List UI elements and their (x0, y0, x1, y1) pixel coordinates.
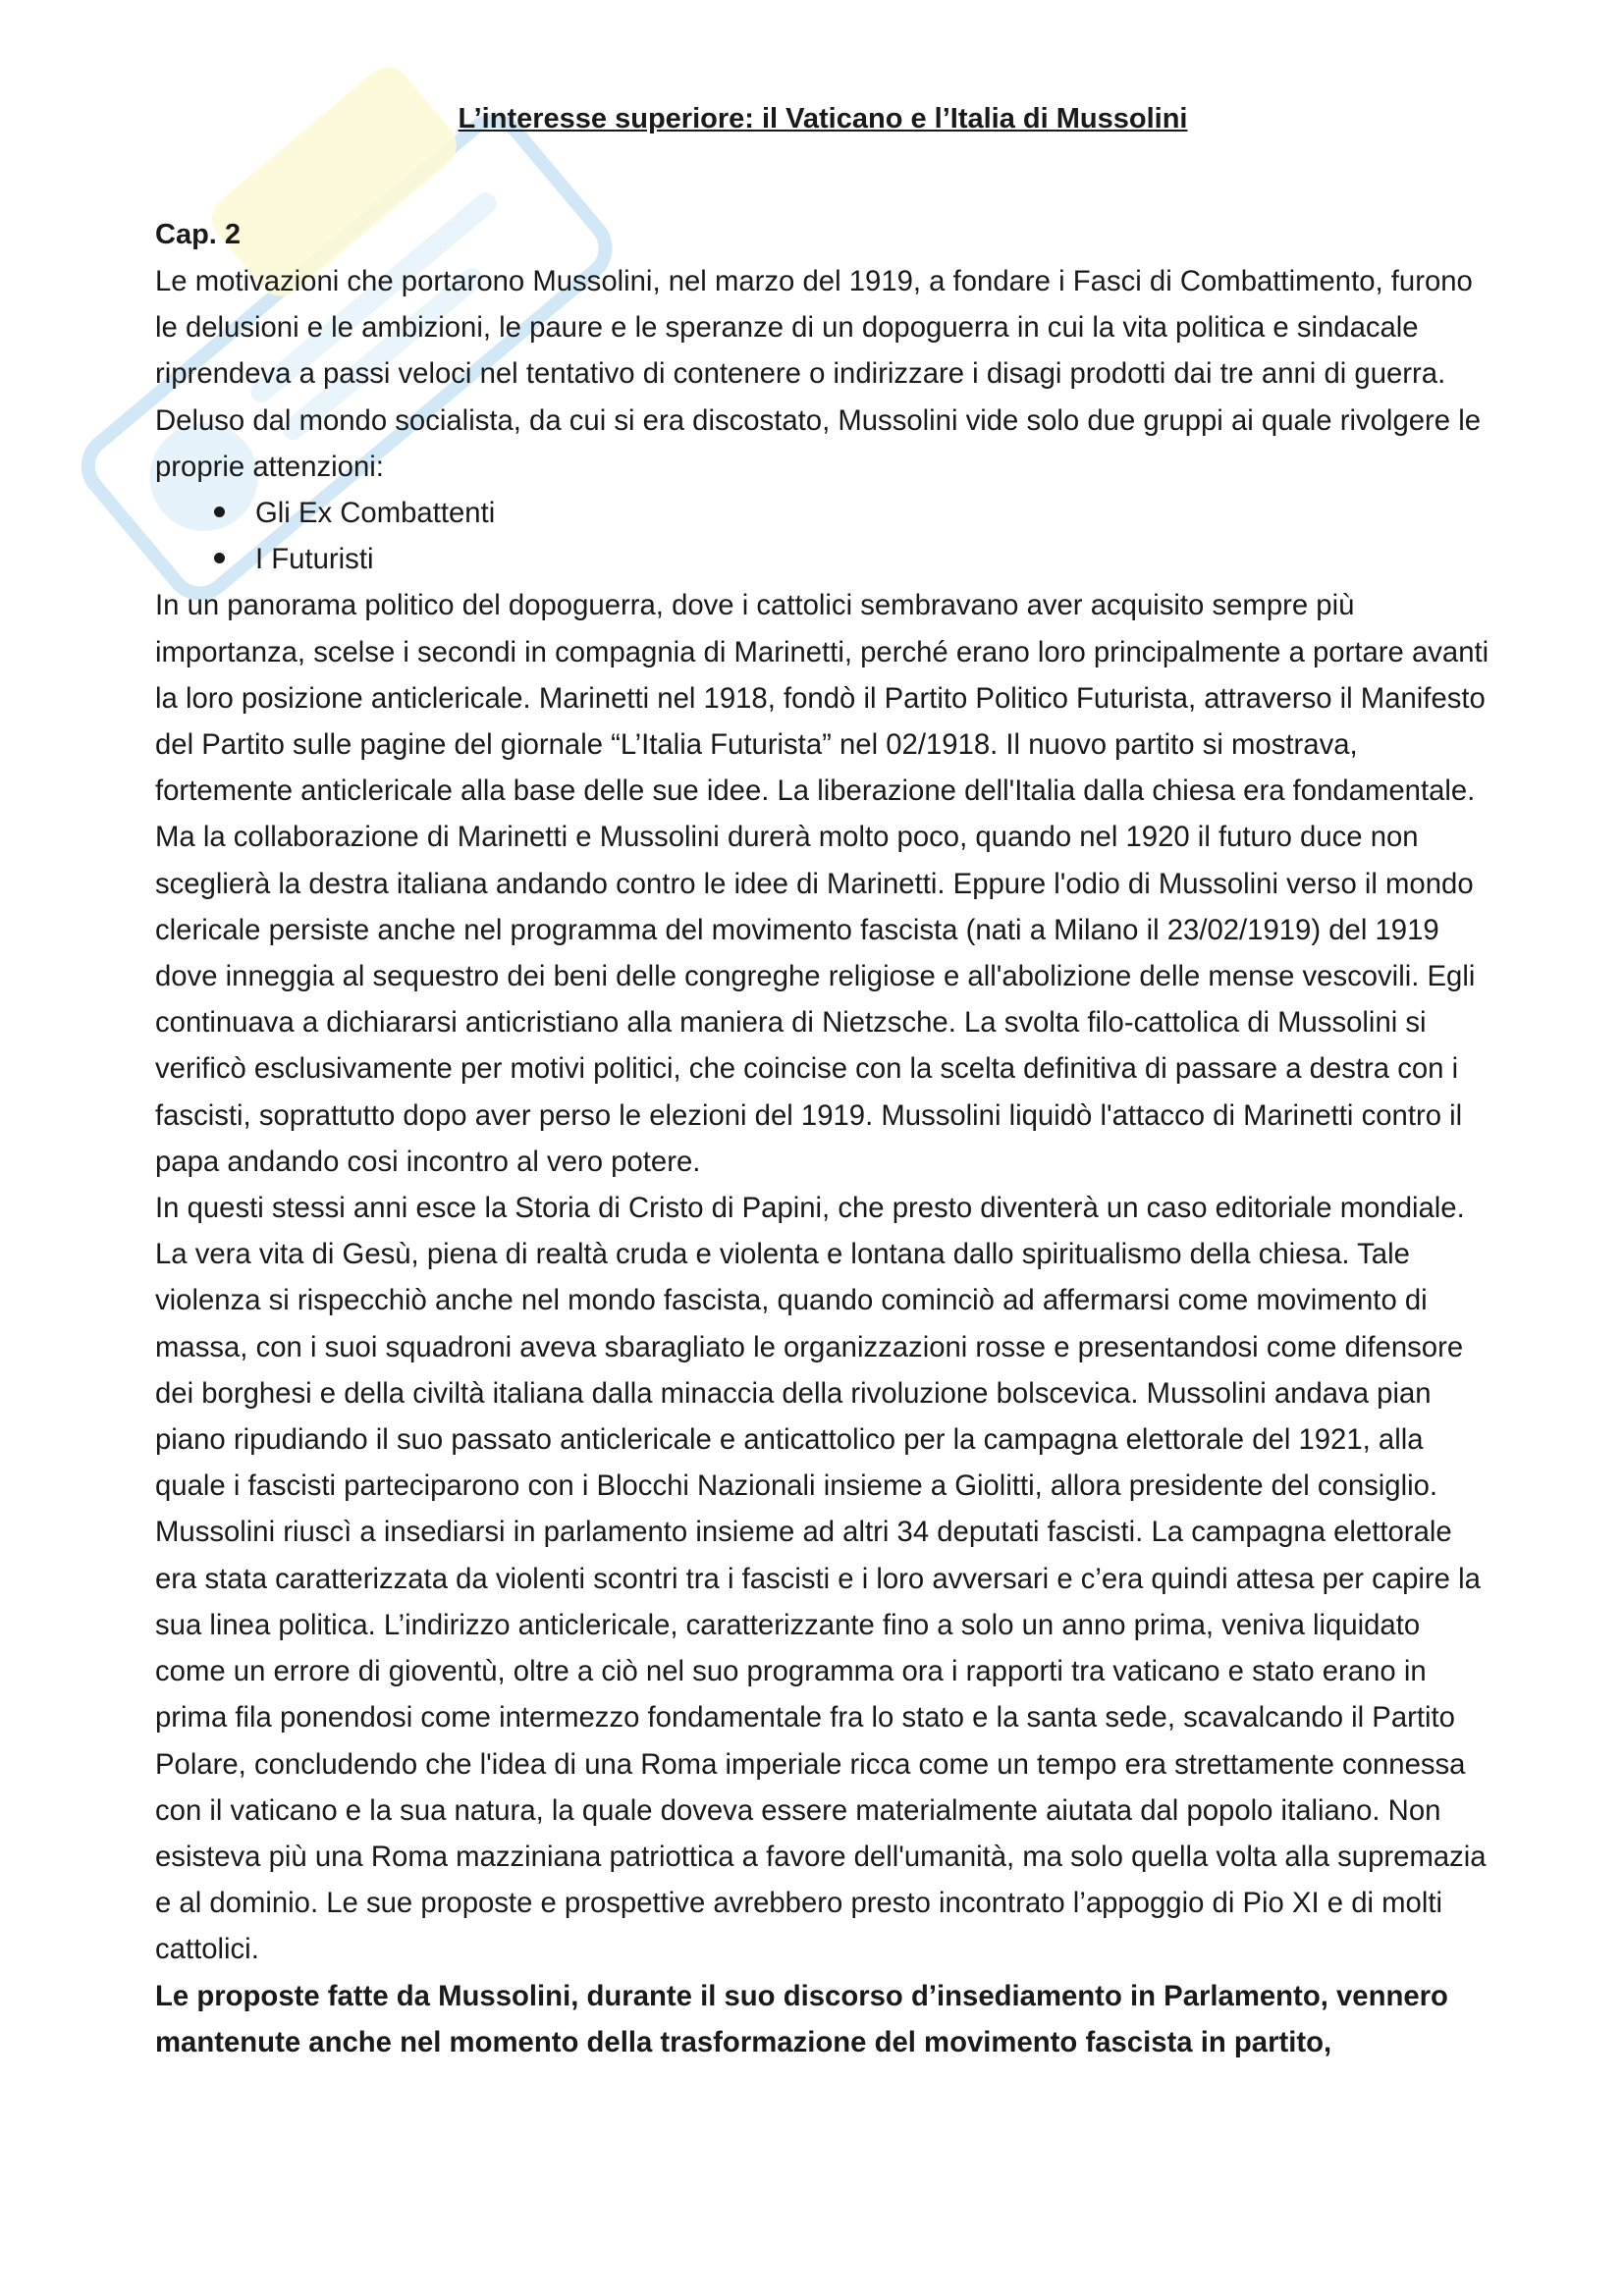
bullet-icon (214, 553, 225, 563)
document-title: L’interesse superiore: il Vaticano e l’Italia di Mussolini (458, 103, 1188, 134)
list-item (214, 536, 1490, 582)
bullet-icon (214, 507, 225, 517)
chapter-heading: Cap. 2 (155, 219, 242, 250)
paragraph-1: Le motivazioni che portarono Mussolini, nel marzo del 1919, a fondare i Fasci di Combattimento, furono le delusioni e le ambizioni, le paure e le speranze di un dopoguerra in cui la vita politica e sindacale riprendeva a passi veloci nel tentativo di contenere o indirizzare i disagi prodotti dai tre anni di guerra. Deluso dal mondo socialista, da cui si era discostato, Mussolini vide solo due gruppi ai quale rivolgere le proprie attenzioni: (155, 265, 1482, 483)
list-item-text: Gli Ex Combattenti (255, 497, 496, 530)
bullet-list (155, 490, 1490, 582)
document-page (155, 96, 1490, 2065)
bold-paragraph: Le proposte fatte da Mussolini, durante il suo discorso d’insediamento in Parlamento, vennero mantenute anche nel momento della trasformazione del movimento fascista in partito, (155, 1979, 1448, 2058)
list-item-text: I Futuristi (255, 543, 374, 576)
list-item (214, 490, 1490, 536)
paragraph-2: In un panorama politico del dopoguerra, dove i cattolici sembravano aver acquisito sempre più importanza, scelse i secondi in compagnia di Marinetti, perché erano loro principalmente a portare avanti la loro posizione anticlericale. Marinetti nel 1918, fondò il Partito Politico Futurista, attraverso il Manifesto del Partito sulle pagine del giornale “L’Italia Futurista” nel 02/1918. Il nuovo partito si mostrava, fortemente anticlericale alla base delle sue idee. La liberazione dell'Italia dalla chiesa era fondamentale. Ma la collaborazione di Marinetti e Mussolini durerà molto poco, quando nel 1920 il futuro duce non sceglierà la destra italiana andando contro le idee di Marinetti. Eppure l'odio di Mussolini verso il mondo clericale persiste anche nel programma del movimento fascista (nati a Milano il 23/02/1919) del 1919 dove inneggia al sequestro dei beni delle congreghe religiose e all'abolizione delle mense vescovili. Egli continuava a dichiararsi anticristiano alla maniera di Nietzsche. La svolta filo-cattolica di Mussolini si verificò esclusivamente per motivi politici, che coincise con la scelta definitiva di passare a destra con i fascisti, soprattutto dopo aver perso le elezioni del 1919. Mussolini liquidò l'attacco di Marinetti contro il papa andando cosi incontro al vero potere. (155, 589, 1489, 1178)
paragraph-3: In questi stessi anni esce la Storia di Cristo di Papini, che presto diventerà un caso editoriale mondiale. La vera vita di Gesù, piena di realtà cruda e violenta e lontana dallo spiritualismo della chiesa. Tale violenza si rispecchiò anche nel mondo fascista, quando cominciò ad affermarsi come movimento di massa, con i suoi squadroni aveva sbaragliato le organizzazioni rosse e presentandosi come difensore dei borghesi e della civiltà italiana dalla minaccia della rivoluzione bolscevica. Mussolini andava pian piano ripudiando il suo passato anticlericale e anticattolico per la campagna elettorale del 1921, alla quale i fascisti parteciparono con i Blocchi Nazionali insieme a Giolitti, allora presidente del consiglio. Mussolini riuscì a insediarsi in parlamento insieme ad altri 34 deputati fascisti. La campagna elettorale era stata caratterizzata da violenti scontri tra i fascisti e i loro avversari e c’era quindi attesa per capire la sua linea politica. L’indirizzo anticlericale, caratterizzante fino a solo un anno prima, veniva liquidato come un errore di gioventù, oltre a ciò nel suo programma ora i rapporti tra vaticano e stato erano in prima fila ponendosi come intermezzo fondamentale fra lo stato e la santa sede, scavalcando il Partito Polare, concludendo che l'idea di una Roma imperiale ricca come un tempo era strettamente connessa con il vaticano e la sua natura, la quale doveva essere materialmente aiutata dal popolo italiano. Non esisteva più una Roma mazziniana patriottica a favore dell'umanità, ma solo quella volta alla supremazia e al dominio. Le sue proposte e prospettive avrebbero presto incontrato l’appoggio di Pio XI e di molti cattolici. (155, 1192, 1487, 1966)
